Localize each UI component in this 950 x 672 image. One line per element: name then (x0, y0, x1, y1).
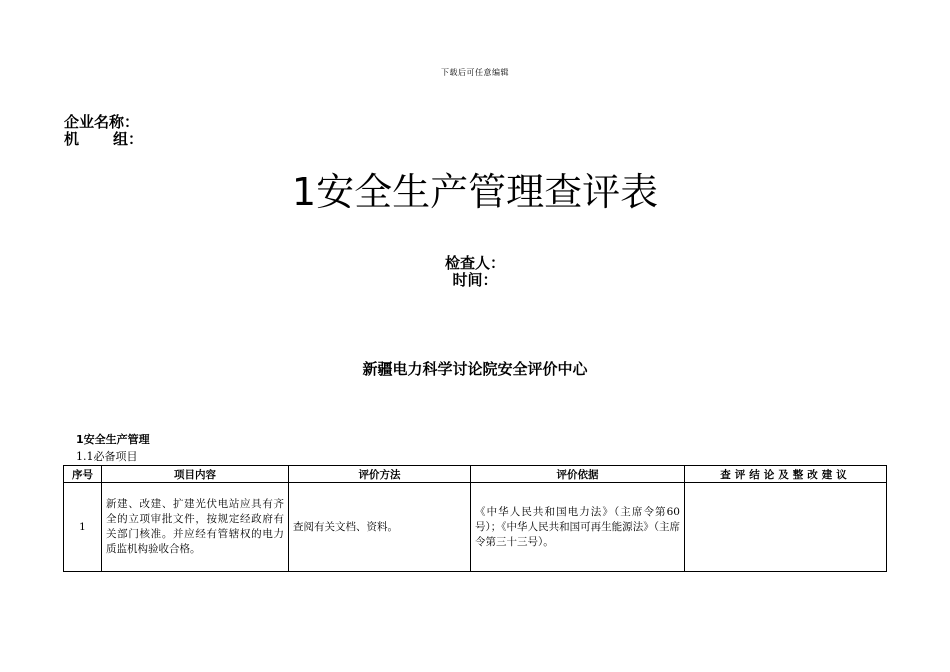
document-title: 1安全生产管理查评表 (291, 170, 659, 214)
column-header-conclusion: 查评结论及整改建议 (685, 466, 887, 483)
column-header-method: 评价方法 (289, 466, 471, 483)
cell-method: 查阅有关文档、资料。 (289, 483, 471, 572)
cell-conclusion[interactable] (685, 483, 887, 572)
column-header-no: 序号 (64, 466, 102, 483)
table-header-row (64, 466, 887, 483)
section-title: 1安全生产管理 (76, 433, 150, 446)
organization-name: 新疆电力科学讨论院安全评价中心 (362, 360, 588, 378)
unit-label-part-b: 组： (113, 130, 144, 148)
subsection-title: 1.1必备项目 (76, 450, 138, 463)
enterprise-name-label: 企业名称： (64, 113, 140, 131)
evaluation-table (63, 465, 887, 572)
inspector-label: 检查人： (444, 254, 505, 272)
column-header-basis: 评价依据 (471, 466, 685, 483)
column-header-content: 项目内容 (102, 466, 289, 483)
table-row (64, 483, 887, 572)
download-edit-note: 下载后可任意编辑 (441, 68, 509, 77)
unit-label (64, 131, 143, 148)
cell-content: 新建、改建、扩建光伏电站应具有齐全的立项审批文件，按规定经政府有关部门核准。并应经有管辖权的电力质监机构验收合格。 (102, 483, 289, 572)
time-label: 时间： (452, 271, 498, 289)
unit-label-part-a: 机 (64, 130, 80, 148)
cell-no: 1 (64, 483, 102, 572)
cell-basis: 《中华人民共和国电力法》（主席令第60号）；《中华人民共和国可再生能源法》（主席令第三十三号）。 (471, 483, 685, 572)
